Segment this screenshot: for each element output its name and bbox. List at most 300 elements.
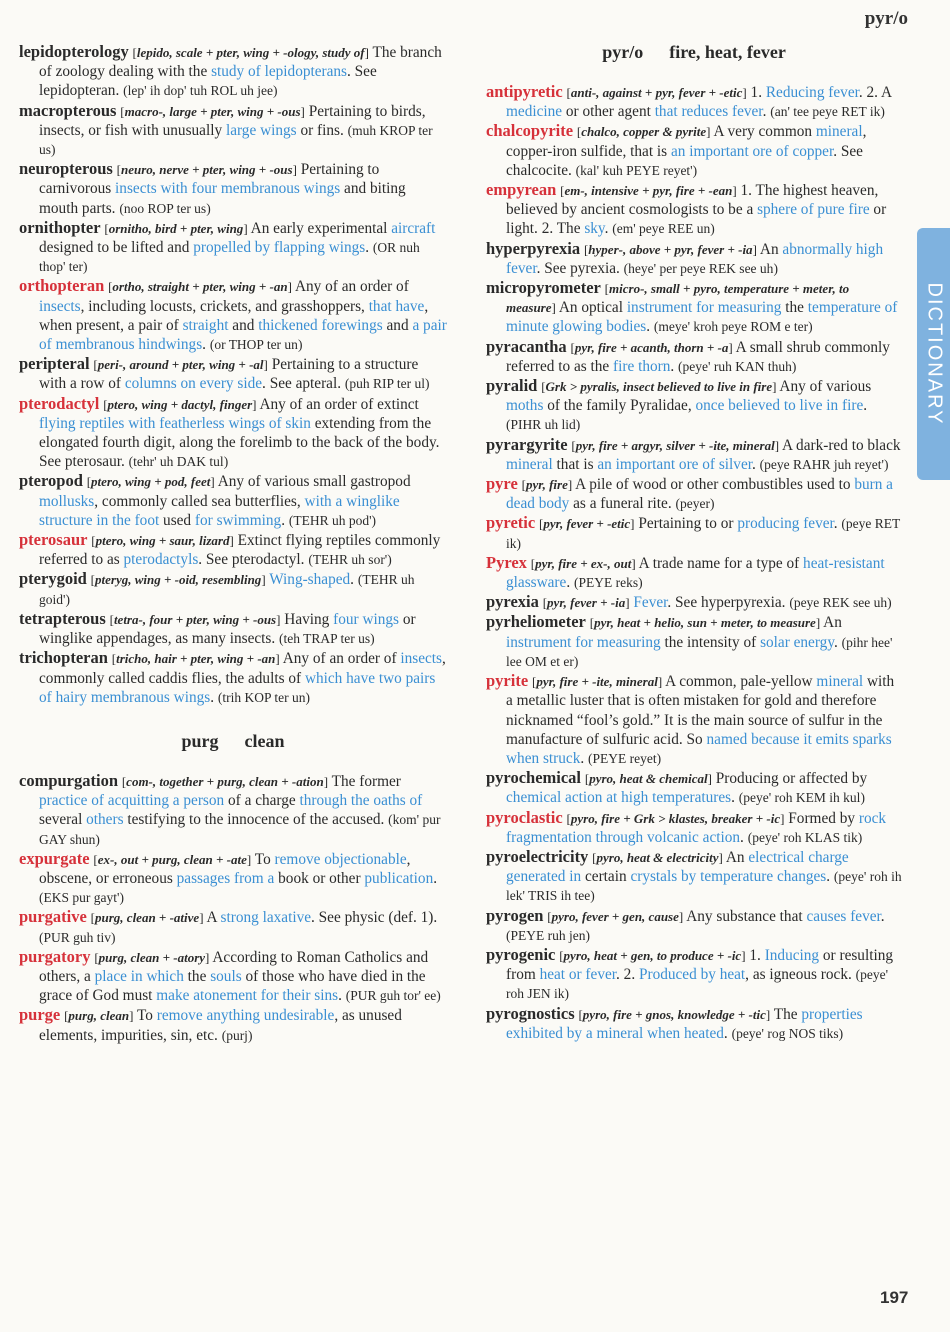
highlighted-phrase: make atonement for their sins (156, 987, 339, 1005)
etymology: [ ex-, out + purg, clean + -ate ] (93, 852, 251, 867)
etymology: [ neuro, nerve + pter, wing + -ous ] (117, 162, 297, 177)
highlighted-phrase: propelled by flapping wings (193, 239, 366, 257)
definition-text: Any of an order of (294, 278, 409, 296)
definition-text: of the family Pyralidae, (543, 397, 696, 415)
pronunciation: ( kom' pur GAY shun ) (39, 812, 440, 846)
definition-text: . (580, 749, 585, 767)
highlighted-phrase: aircraft (391, 219, 436, 237)
definition-text: An early experimental (250, 219, 392, 237)
etymology: [ micro-, small + pyro, temperature + meter, to measure ] (506, 281, 849, 315)
definition-text: , including locusts, crickets, and grasshoppers, (80, 297, 369, 315)
highlighted-phrase: an important ore of copper (670, 142, 834, 160)
definition-text: or fins. (296, 121, 344, 139)
definition-text: . See physic (def. 1). (311, 909, 438, 927)
headword: lepidopterology (19, 42, 129, 61)
definition-text: . See chalcocite. (506, 142, 863, 179)
pronunciation: ( peye' roh ih lek' TRIS ih tee ) (506, 869, 902, 903)
definition-text: . (350, 571, 354, 589)
highlighted-phrase: heat-resistant glassware (506, 554, 885, 592)
definition-text: The former (331, 772, 401, 790)
dictionary-side-tab (917, 228, 950, 480)
definition-text: or winglike appendages, as many insects. (39, 610, 416, 648)
dictionary-entry (19, 101, 447, 160)
pronunciation: ( peyer ) (675, 496, 714, 511)
etymology: [ pteryg, wing + -oid, resembling ] (91, 572, 266, 587)
definition-text: several (39, 811, 87, 829)
dictionary-entry (19, 394, 447, 472)
definition-text: the (781, 299, 808, 317)
section-heading (486, 42, 902, 66)
definition-text: book or other (274, 869, 365, 887)
definition-text: . (880, 907, 885, 925)
headword: peripteral (19, 354, 90, 374)
highlighted-phrase: remove objectionable (274, 850, 407, 868)
highlighted-phrase: sky (584, 220, 605, 238)
headword: pyrochemical (486, 768, 582, 788)
definition-text: . (826, 868, 831, 886)
definition-text: of those who have died in the grace of God must (39, 967, 426, 1005)
pronunciation: ( heye' per peye REK see uh ) (624, 261, 778, 276)
definition-text: An (725, 848, 749, 866)
highlighted-phrase: temperature of minute glowing bodies (506, 299, 898, 336)
headword: hyperpyrexia (486, 238, 581, 258)
etymology: [ ornitho, bird + pter, wing ] (104, 221, 247, 236)
definition-text: or other agent (562, 103, 655, 121)
dictionary-entry (19, 1005, 447, 1044)
pronunciation: ( em' peye REE un ) (612, 221, 715, 236)
dictionary-entry (486, 513, 902, 552)
highlighted-phrase: pterodactyls (123, 551, 199, 569)
definition-text: 1. (750, 84, 766, 101)
pronunciation: ( PUR guh tiv ) (39, 930, 116, 945)
definition-text: To (254, 850, 275, 868)
highlighted-phrase: insects (39, 297, 81, 315)
highlighted-phrase: mineral (816, 673, 864, 691)
definition-text: . (833, 633, 838, 651)
dictionary-entry (19, 159, 447, 218)
definition-text: Pertaining to birds, insects, or fish with unusually (39, 102, 426, 139)
definition-text: A (206, 909, 221, 927)
highlighted-phrase: once believed to live in fire (695, 397, 864, 415)
headword: purgatory (19, 946, 91, 966)
headword: empyrean (486, 180, 557, 200)
pronunciation: ( TEHR uh sor' ) (308, 552, 391, 567)
definition-text: . (646, 318, 651, 336)
dictionary-entry (19, 471, 447, 530)
definition-text: . (566, 574, 571, 592)
highlighted-phrase: for swimming (194, 511, 282, 529)
etymology: [ ptero, wing + dactyl, finger ] (103, 397, 256, 412)
definition-text: Any of various (779, 378, 872, 396)
pronunciation: ( peye' roh JEN ik ) (506, 967, 888, 1001)
etymology: [ pyro, fire + Grk > klastes, breaker + -ic ] (567, 811, 785, 826)
definition-text: Extinct flying reptiles commonly referred to as (39, 532, 441, 569)
definition (633, 594, 785, 611)
etymology: [ pyr, fire + acanth, thorn + -a ] (571, 340, 733, 355)
highlighted-phrase: others (86, 811, 124, 829)
pronunciation: ( PEYE ruh jen ) (506, 928, 590, 943)
highlighted-phrase: insects with four membranous wings (115, 180, 341, 198)
headword: pyrargyrite (486, 434, 568, 454)
dictionary-entry (486, 906, 902, 945)
headword: pyrognostics (486, 1003, 575, 1023)
definition-text: . (604, 220, 609, 238)
etymology: [ pyr, fire + -ite, mineral ] (532, 674, 662, 689)
definition-text: Any substance that (686, 907, 807, 925)
etymology: [ tetra-, four + pter, wing + -ous ] (110, 612, 281, 627)
highlighted-phrase: causes fever (806, 907, 881, 925)
pronunciation: ( peye RET ik ) (506, 516, 900, 550)
highlighted-phrase: passages from a (176, 869, 275, 887)
etymology: [ anti-, against + pyr, fever + -etic ] (567, 85, 747, 100)
headword: pyracantha (486, 336, 567, 356)
highlighted-phrase: insects (400, 650, 443, 668)
headword: pyrite (486, 671, 529, 691)
headword: neuropterous (19, 159, 113, 179)
highlighted-phrase: Wing-shaped (269, 571, 351, 589)
highlighted-phrase: that reduces fever (654, 103, 763, 121)
dictionary-entry (486, 671, 902, 768)
dictionary-entry (19, 276, 447, 354)
headword: tetrapterous (19, 608, 106, 628)
definition-text: that is (552, 455, 598, 473)
etymology: [ pyr, fire + ex-, out ] (531, 556, 636, 571)
pronunciation: ( PEYE reks ) (574, 575, 643, 590)
highlighted-phrase: properties exhibited by a mineral when heated (506, 1005, 863, 1042)
highlighted-phrase: columns on every side (124, 375, 263, 393)
definition-text: the intensity of (660, 633, 761, 651)
pronunciation: ( meye' kroh peye ROM e ter ) (654, 319, 813, 334)
dictionary-entry (486, 1004, 902, 1043)
dictionary-entry (486, 474, 902, 513)
pronunciation: ( TEHR uh pod' ) (289, 513, 376, 528)
definition-text: To (137, 1007, 157, 1025)
highlighted-phrase: mineral (815, 123, 863, 141)
definition-text: with a metallic luster that is often mistaken for gold and therefore nicknamed “fool’s gold.” It is the main source of sulfur in the manufacture of sulfuric acid. So (506, 673, 895, 748)
headword: pyrogen (486, 905, 544, 925)
highlighted-phrase: solar energy (760, 633, 834, 651)
highlighted-phrase: thickened forewings (258, 316, 383, 334)
highlighted-phrase: strong laxative (220, 909, 312, 927)
definition-text: An (759, 240, 783, 258)
highlighted-phrase: remove anything undesirable (156, 1007, 335, 1025)
definition-text: . (833, 515, 838, 533)
etymology: [ ptero, wing + saur, lizard ] (91, 533, 234, 548)
dictionary-entry (486, 82, 902, 121)
section-meaning: clean (244, 730, 285, 751)
etymology: [ pyro, fire + gnos, knowledge + -tic ] (578, 1007, 770, 1022)
definition-text: A common, pale-yellow (665, 673, 817, 691)
definition-text: Pertaining to carnivorous (39, 161, 380, 198)
highlighted-phrase: that have (368, 297, 425, 315)
definition-text: Any of an order of extinct (259, 395, 419, 413)
headword: micropyrometer (486, 278, 601, 298)
highlighted-phrase: straight (182, 316, 229, 334)
headword: antipyretic (486, 82, 563, 101)
highlighted-phrase: a pair of membranous hindwings (39, 316, 447, 354)
etymology: [ pyr, fire + argyr, silver + -ite, mineral ] (571, 438, 779, 453)
definition-text: or light. 2. The (506, 201, 887, 238)
definition-text: as a funeral rite. (569, 495, 672, 513)
highlighted-phrase: moths (506, 397, 544, 415)
section-root: purg (181, 730, 219, 751)
highlighted-phrase: flying reptiles with featherless wings of skin (39, 414, 311, 432)
etymology: [ purg, clean ] (64, 1008, 133, 1023)
pronunciation: ( peye' roh KLAS tik ) (748, 830, 863, 845)
definition-text: and (382, 316, 413, 334)
highlighted-phrase: chemical action at high temperatures (506, 789, 732, 807)
etymology: [ chalco, copper & pyrite ] (577, 124, 711, 139)
pronunciation: ( peye REK see uh ) (789, 595, 891, 610)
definition-text: designed to be lifted and (39, 239, 194, 257)
dictionary-entry (486, 278, 902, 337)
dictionary-entry (486, 768, 902, 807)
dictionary-entry (19, 849, 447, 908)
highlighted-phrase: souls (210, 967, 242, 985)
headword: pteropod (19, 471, 83, 491)
highlighted-phrase: fire thorn (613, 357, 671, 375)
dictionary-entry (486, 808, 902, 847)
etymology: [ lepido, scale + pter, wing + -ology, study of ] (133, 45, 369, 60)
definition-text: , copper-iron sulfide, that is (506, 123, 867, 160)
dictionary-entry (486, 592, 902, 612)
definition-text: and (228, 316, 259, 334)
etymology: [ purg, clean + -ative ] (91, 910, 204, 925)
definition-text: and biting mouth parts. (39, 180, 406, 217)
definition-text: . (202, 336, 206, 354)
definition-text: . See pterodactyl. (198, 551, 305, 569)
pronunciation: ( puh RIP ter ul ) (345, 376, 430, 391)
headword: pyretic (486, 513, 536, 533)
etymology: [ pyr, fever + -ia ] (543, 595, 630, 610)
dictionary-entry (486, 553, 902, 592)
highlighted-phrase: publication (364, 869, 434, 887)
definition-text: . See apteral. (262, 375, 342, 393)
definition-text: . (365, 239, 370, 257)
pronunciation: ( trih KOP ter un ) (218, 690, 310, 705)
pronunciation: ( noo ROP ter us ) (119, 201, 210, 216)
definition-text: . (281, 511, 286, 529)
pronunciation: ( peye' rog NOS tiks ) (732, 1026, 844, 1041)
definition-text: , commonly called sea butterflies, (94, 492, 305, 510)
highlighted-phrase: place in which (94, 967, 184, 985)
dictionary-entry (19, 771, 447, 849)
definition-text: , when present, a pair of (39, 297, 429, 334)
section-meaning: fire, heat, fever (669, 42, 786, 62)
definition-text: A pile of wood or other combustibles used to (575, 476, 855, 494)
definition-text: A small shrub commonly referred to as the (506, 338, 890, 375)
definition-text: of a charge (224, 792, 300, 810)
pronunciation: ( EKS pur gayt' ) (39, 890, 124, 905)
pronunciation: ( tehr' uh DAK tul ) (129, 454, 229, 469)
headword: pyrogenic (486, 944, 556, 964)
dictionary-entry (19, 530, 447, 569)
definition-text: . (433, 869, 438, 887)
dictionary-entry (19, 218, 447, 277)
dictionary-entry (19, 354, 447, 393)
highlighted-phrase: study of lepidopterans (211, 63, 348, 81)
definition-text: . See lepidopteran. (39, 63, 377, 100)
definition-text: used (159, 511, 195, 529)
pronunciation: ( lep' ih dop' tuh ROL uh jee ) (123, 83, 277, 98)
highlighted-phrase: producing fever (737, 515, 834, 533)
highlighted-phrase: Inducing (764, 946, 820, 964)
pronunciation: ( an' tee peye RET ik ) (770, 104, 885, 119)
highlighted-phrase: through the oaths of (299, 792, 423, 810)
definition-text: 1. (749, 946, 765, 964)
definition-text: The (773, 1005, 802, 1023)
definition-text: . (762, 103, 767, 121)
side-tab-label: DICTIONARY (923, 282, 945, 426)
headword: trichopteran (19, 648, 108, 668)
highlighted-phrase: which have two pairs of hairy membranous wings (39, 669, 436, 706)
highlighted-phrase: instrument for measuring (506, 633, 661, 651)
pronunciation: ( purj ) (222, 1028, 253, 1043)
highlighted-phrase: mollusks (39, 492, 95, 510)
dictionary-entry (486, 847, 902, 906)
dictionary-entry (486, 180, 902, 239)
etymology: [ ptero, wing + pod, feet ] (87, 474, 215, 489)
etymology: [ ortho, straight + pter, wing + -an ] (108, 279, 292, 294)
etymology: [ pyr, fire ] (522, 477, 573, 492)
dictionary-entry (486, 337, 902, 376)
pronunciation: ( kal' kuh PEYE reyet' ) (576, 163, 697, 178)
definition-text: , as igneous rock. (745, 966, 852, 984)
highlighted-phrase: Fever (633, 594, 668, 612)
etymology: [ pyro, heat & electricity ] (592, 850, 723, 865)
headword: pyroclastic (486, 807, 563, 827)
definition-text: A trade name for a type of (638, 554, 804, 572)
headword: chalcopyrite (486, 121, 574, 141)
headword: pterosaur (19, 530, 88, 550)
definition-text: An optical (558, 299, 627, 317)
definition-text: . (731, 789, 735, 807)
headword: pyre (486, 474, 518, 494)
pronunciation: ( PIHR uh lid ) (506, 417, 580, 432)
definition (638, 515, 837, 532)
definition-text: According to Roman Catholics and others, a (39, 948, 429, 985)
highlighted-phrase: abnormally high fever (506, 240, 884, 277)
definition-text: or resulting from (506, 946, 894, 984)
definition-text: Any of various small gastropod (217, 473, 411, 491)
headword: pyroelectricity (486, 846, 589, 866)
pronunciation: ( muh KROP ter us ) (39, 123, 433, 157)
definition-text: . (863, 397, 868, 415)
etymology: [ pyr, heat + helio, sun + meter, to measure ] (590, 615, 820, 630)
definition-text: . See pyrexia. (536, 259, 620, 277)
highlighted-phrase: burn a dead body (506, 476, 893, 513)
definition-text: . (752, 455, 756, 473)
dictionary-entry (19, 569, 447, 608)
pronunciation: ( TEHR uh goid' ) (39, 572, 414, 606)
dictionary-entry (486, 945, 902, 1004)
headword: pterodactyl (19, 393, 100, 413)
definition-text: , as unused elements, impurities, sin, etc. (39, 1007, 402, 1044)
definition (686, 908, 884, 925)
definition-text: . (740, 828, 744, 846)
right-column (486, 42, 902, 1043)
dictionary-entry (19, 648, 447, 707)
dictionary-entry (486, 239, 902, 278)
headword: ornithopter (19, 217, 101, 237)
highlighted-phrase: large wings (225, 121, 297, 139)
definition-text: . (210, 688, 215, 706)
section-root: pyr/o (602, 42, 644, 62)
headword: macropterous (19, 100, 117, 120)
etymology: [ com-, together + purg, clean + -ation ] (122, 774, 328, 789)
headword: expurgate (19, 848, 90, 868)
highlighted-phrase: crystals by temperature changes (630, 868, 827, 886)
headword: pyralid (486, 376, 538, 396)
highlighted-phrase: rock fragmentation through volcanic action (506, 809, 887, 846)
dictionary-entry (486, 435, 902, 474)
highlighted-phrase: mineral (506, 455, 553, 473)
definition-text: , commonly called caddis flies, the adults of (39, 650, 446, 687)
definition-text: . 2. A (858, 84, 892, 101)
definition-text: , obscene, or erroneous (39, 850, 411, 887)
headword: pterygoid (19, 569, 87, 589)
definition-text: Any of an order of (282, 650, 401, 668)
etymology: [ pyr, fever + -etic ] (539, 516, 635, 531)
highlighted-phrase: medicine (506, 103, 563, 121)
dictionary-entry (486, 376, 902, 435)
definition-text: Pertaining to or (638, 515, 738, 533)
highlighted-phrase: four wings (333, 610, 399, 628)
definition-text: . 2. (616, 966, 639, 984)
pronunciation: ( OR nuh thop' ter ) (39, 240, 420, 274)
highlighted-phrase: heat or fever (539, 966, 617, 984)
etymology: [ purg, clean + -atory ] (94, 950, 209, 965)
etymology: [ pyro, fever + gen, cause ] (547, 909, 683, 924)
highlighted-phrase: electrical charge generated in (506, 848, 849, 886)
definition-text: Formed by (788, 809, 859, 827)
definition-text: A dark-red to black (782, 436, 901, 454)
etymology: [ tricho, hair + pter, wing + -an ] (112, 651, 280, 666)
headword: pyrexia (486, 592, 539, 612)
pronunciation: ( teh TRAP ter us ) (279, 631, 375, 646)
headword: orthopteran (19, 276, 105, 296)
headword: pyrheliometer (486, 612, 586, 632)
section-heading (19, 731, 447, 755)
definition-text: Producing or affected by (715, 770, 868, 788)
definition-text: The branch of zoology dealing with the (39, 44, 442, 81)
definition-text: An (823, 614, 842, 632)
highlighted-phrase: sphere of pure fire (757, 201, 870, 219)
headword: Pyrex (486, 552, 527, 572)
definition-text: . (723, 1024, 728, 1042)
definition-text: testifying to the innocence of the accused. (123, 811, 385, 829)
highlighted-phrase: Reducing fever (765, 84, 859, 101)
etymology: [ pyro, heat + gen, to produce + -ic ] (559, 948, 745, 963)
pronunciation: ( pihr hee' lee OM et er ) (506, 635, 892, 669)
pronunciation: ( peye' ruh KAN thuh ) (678, 359, 796, 374)
highlighted-phrase: Produced by heat (638, 966, 746, 984)
definition-text: . (338, 987, 342, 1005)
definition (207, 909, 438, 926)
highlighted-phrase: with a winglike structure in the foot (39, 492, 400, 529)
page-number: 197 (880, 1288, 909, 1307)
definition-text: Pertaining to a structure with a row of (39, 356, 419, 393)
definition-text: . (670, 357, 675, 375)
dictionary-entry (19, 907, 447, 946)
dictionary-entry (19, 42, 447, 101)
dictionary-entry (486, 612, 902, 671)
definition-text: A very common (713, 123, 816, 141)
headword: compurgation (19, 770, 118, 790)
etymology: [ Grk > pyralis, insect believed to live in fire ] (541, 379, 776, 394)
definition-text: extending from the elongated fourth digit, along the forelimb to the back of the body. See pterosaur. (39, 414, 440, 471)
pronunciation: ( PEYE reyet ) (588, 751, 661, 766)
